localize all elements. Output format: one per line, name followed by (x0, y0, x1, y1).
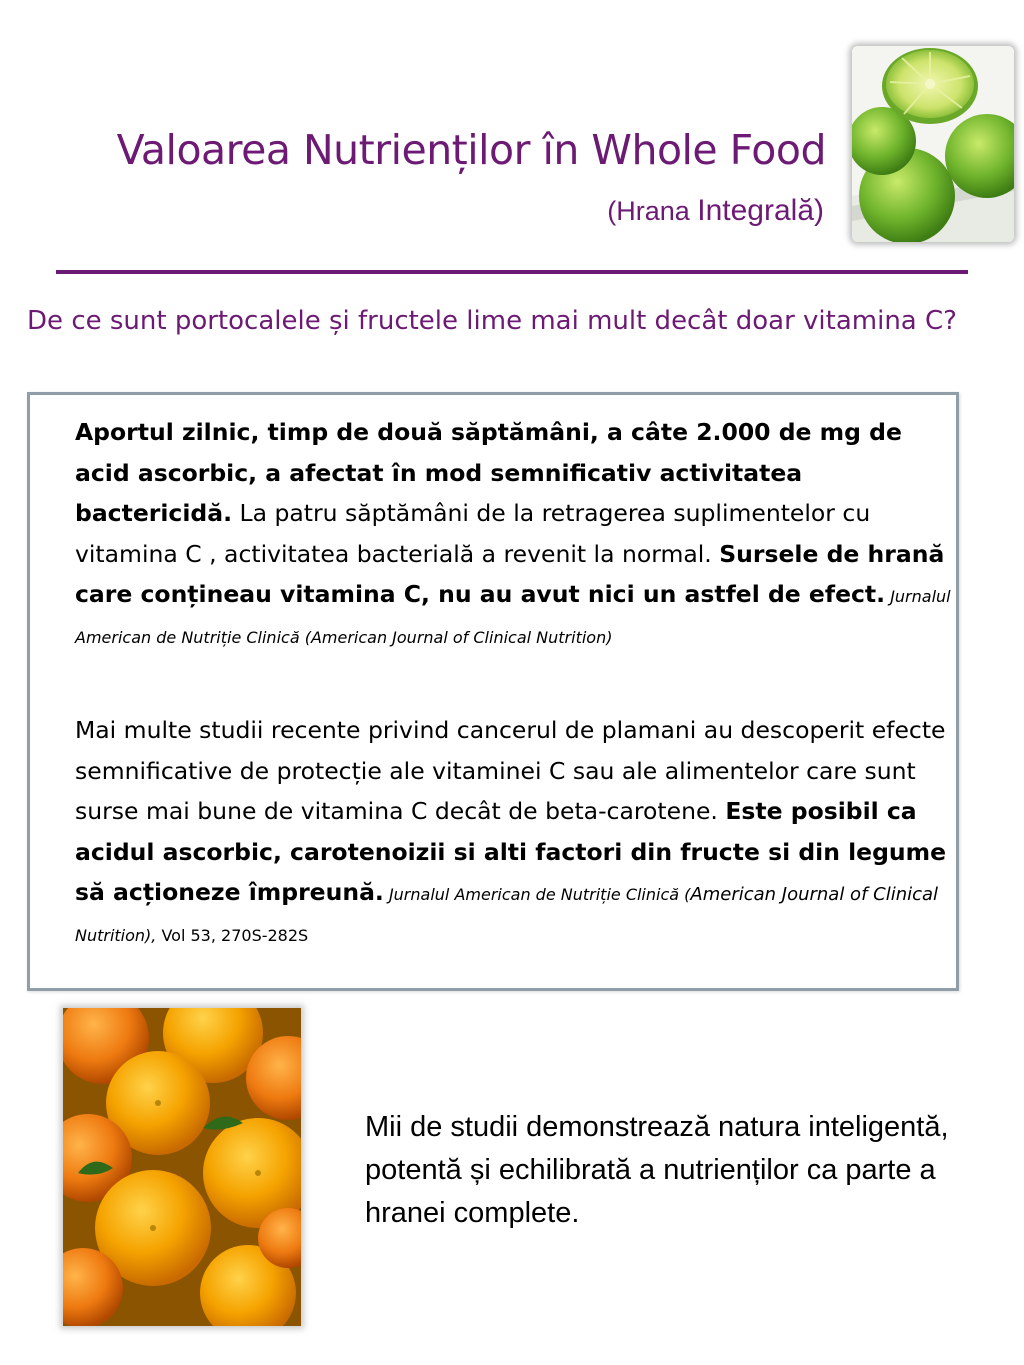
p2-citation-c: Nutrition), (75, 925, 157, 945)
page-subtitle (440, 188, 824, 234)
p1-text-1: La patru săptămâni de la retragerea suplimentelor cu vitamina C , activitatea bacterială a revenit la normal. (75, 499, 871, 568)
page-title: Valoarea Nutrienților în Whole Food (116, 126, 826, 174)
subtitle-close: ) (814, 194, 824, 227)
p1-bold-2: Sursele de hrană care conțineau vitamina C, nu au avut nici un astfel de efect. (75, 539, 945, 608)
p2-citation-b: American Journal of Clinical (690, 884, 939, 905)
closing-statement: Mii de studii demonstrează natura inteligentă, potentă și echilibrată a nutrienților ca parte a hranei complete. (365, 1111, 949, 1229)
p1-bold-1: Aportul zilnic, timp de două săptămâni, a câte 2.000 de mg de acid ascorbic, a afectat în mod semnificativ activitatea bactericidă. (75, 418, 902, 527)
title-divider (56, 270, 968, 274)
orange-photo (63, 1008, 301, 1326)
section-question: De ce sunt portocalele și fructele lime mai mult decât doar vitamina C? (27, 306, 957, 336)
p2-citation-a: Jurnalul American de Nutriție Clinică ( (383, 885, 691, 904)
subtitle-open: (Hrana (607, 196, 698, 226)
p2-text-1: Mai multe studii recente privind cancerul de plamani au descoperit efecte semnificative de protecție ale vitaminei C sau ale alimentelor care sunt surse mai bune de vitamina C decât de beta-carotene. (75, 716, 946, 825)
p1-citation: Jurnalul American de Nutriție Clinică (American Journal of Clinical Nutrition) (75, 587, 951, 647)
lime-photo (852, 46, 1014, 242)
p2-bold-1: Este posibil ca acidul ascorbic, carotenoizii si alti factori din fructe si din legume să acționeze împreună. (75, 797, 947, 906)
p2-volume: Vol 53, 270S-282S (156, 925, 309, 945)
study-paragraph-1 (75, 412, 951, 655)
study-paragraph-2 (75, 710, 951, 956)
subtitle-word: Integrală (697, 194, 814, 227)
